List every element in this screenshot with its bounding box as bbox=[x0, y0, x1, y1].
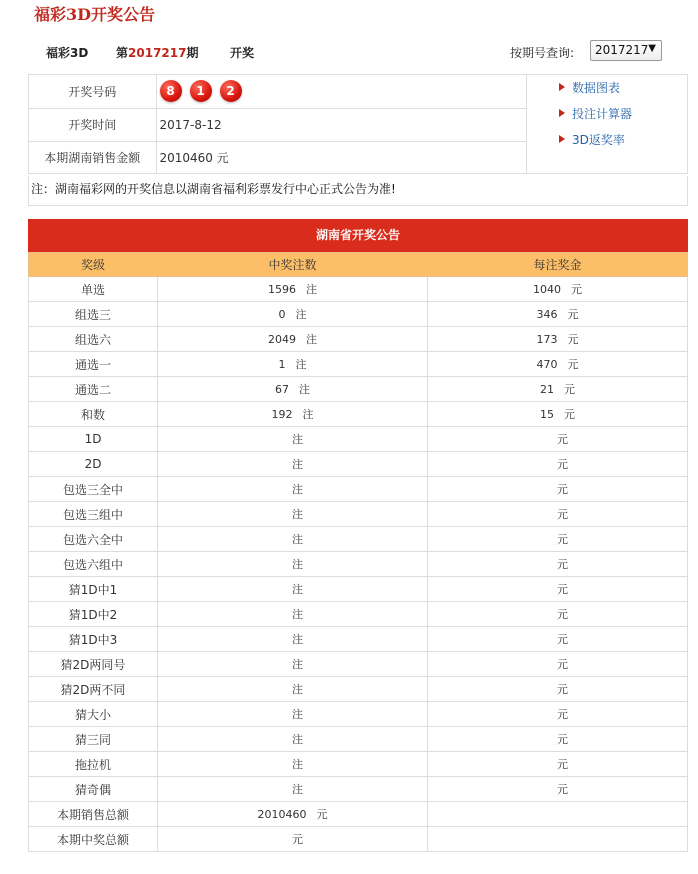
prize-amount: 15 bbox=[540, 408, 554, 421]
count-unit: 注 bbox=[292, 758, 303, 771]
money-unit: 元 bbox=[557, 683, 568, 696]
link-label: 3D返奖率 bbox=[572, 133, 625, 147]
issue-select[interactable] bbox=[590, 40, 662, 61]
column-header-amount: 每注奖金 bbox=[428, 253, 688, 277]
table-row bbox=[29, 752, 688, 777]
money-unit: 元 bbox=[567, 358, 579, 371]
prize-count: 1596 bbox=[268, 283, 296, 296]
prize-amount: 1040 bbox=[533, 283, 561, 296]
count-unit: 注 bbox=[292, 583, 303, 596]
prize-level: 包选六全中 bbox=[29, 527, 158, 552]
prize-level: 和数 bbox=[29, 402, 158, 427]
link-bet-calculator[interactable] bbox=[559, 107, 632, 133]
money-unit: 元 bbox=[557, 608, 568, 621]
prize-table-title: 湖南省开奖公告 bbox=[28, 219, 688, 252]
total-empty-cell bbox=[428, 802, 688, 827]
table-row bbox=[29, 552, 688, 577]
count-unit: 注 bbox=[292, 658, 303, 671]
total-row bbox=[29, 827, 688, 852]
issue-select-value: 2017217 bbox=[595, 43, 649, 57]
sales-unit: 元 bbox=[216, 151, 229, 166]
table-row bbox=[29, 727, 688, 752]
total-value: 2010460 bbox=[257, 808, 307, 821]
prize-amount-cell bbox=[428, 777, 688, 802]
prize-amount-cell bbox=[428, 502, 688, 527]
prize-level: 包选三组中 bbox=[29, 502, 158, 527]
prize-amount: 173 bbox=[536, 333, 558, 346]
money-unit: 元 bbox=[564, 383, 575, 396]
prize-level: 猜1D中3 bbox=[29, 627, 158, 652]
sales-label: 本期湖南销售金额 bbox=[29, 141, 156, 174]
prize-count-cell bbox=[158, 402, 428, 427]
draw-info-table bbox=[29, 75, 527, 174]
prize-count-cell bbox=[158, 327, 428, 352]
prize-amount-cell bbox=[428, 527, 688, 552]
prize-amount: 346 bbox=[536, 308, 558, 321]
money-unit: 元 bbox=[564, 408, 575, 421]
prize-count-cell bbox=[158, 777, 428, 802]
count-unit: 注 bbox=[292, 683, 303, 696]
prize-level: 2D bbox=[29, 452, 158, 477]
count-unit: 注 bbox=[292, 783, 303, 796]
prize-count-cell bbox=[158, 727, 428, 752]
table-row bbox=[29, 502, 688, 527]
prize-count-cell bbox=[158, 352, 428, 377]
count-unit: 注 bbox=[295, 308, 307, 321]
table-row bbox=[29, 677, 688, 702]
prize-amount-cell bbox=[428, 327, 688, 352]
issue-number: 2017217 bbox=[128, 46, 187, 60]
prize-level: 通选一 bbox=[29, 352, 158, 377]
chevron-down-icon: ▼ bbox=[648, 43, 656, 54]
money-unit: 元 bbox=[557, 733, 568, 746]
count-unit: 注 bbox=[292, 633, 303, 646]
prize-level: 猜2D两不同 bbox=[29, 677, 158, 702]
prize-count: 0 bbox=[278, 308, 286, 321]
prize-count-cell bbox=[158, 302, 428, 327]
total-value-cell bbox=[158, 827, 428, 852]
money-unit: 元 bbox=[557, 633, 568, 646]
prize-count-cell bbox=[158, 752, 428, 777]
prize-count-cell bbox=[158, 627, 428, 652]
count-unit: 注 bbox=[306, 283, 317, 296]
table-row bbox=[29, 627, 688, 652]
prize-level: 单选 bbox=[29, 277, 158, 302]
prize-count-cell bbox=[158, 677, 428, 702]
draw-time-label: 开奖时间 bbox=[29, 108, 156, 141]
prize-count-cell bbox=[158, 427, 428, 452]
total-label: 本期销售总额 bbox=[29, 802, 158, 827]
table-row bbox=[29, 777, 688, 802]
table-row bbox=[29, 452, 688, 477]
table-row bbox=[29, 427, 688, 452]
money-unit: 元 bbox=[557, 658, 568, 671]
prize-amount-cell bbox=[428, 352, 688, 377]
table-row bbox=[29, 327, 688, 352]
prize-count: 1 bbox=[278, 358, 286, 371]
money-unit: 元 bbox=[557, 558, 568, 571]
prize-level: 1D bbox=[29, 427, 158, 452]
query-label: 按期号查询: bbox=[510, 46, 575, 60]
count-unit: 注 bbox=[292, 508, 303, 521]
prize-count-cell bbox=[158, 377, 428, 402]
prize-amount-cell bbox=[428, 477, 688, 502]
prize-count-cell bbox=[158, 652, 428, 677]
table-row bbox=[29, 302, 688, 327]
issue-suffix: 期 bbox=[186, 46, 199, 60]
triangle-right-icon bbox=[559, 109, 565, 117]
count-unit: 注 bbox=[292, 558, 303, 571]
prize-amount: 470 bbox=[536, 358, 558, 371]
prize-count: 192 bbox=[271, 408, 293, 421]
prize-amount-cell bbox=[428, 727, 688, 752]
money-unit: 元 bbox=[557, 583, 568, 596]
prize-level: 猜1D中2 bbox=[29, 602, 158, 627]
count-unit: 注 bbox=[292, 708, 303, 721]
sales-value bbox=[156, 141, 527, 174]
prize-amount-cell bbox=[428, 602, 688, 627]
prize-level: 通选二 bbox=[29, 377, 158, 402]
count-unit: 注 bbox=[292, 458, 303, 471]
total-empty-cell bbox=[428, 827, 688, 852]
prize-level: 猜2D两同号 bbox=[29, 652, 158, 677]
count-unit: 注 bbox=[295, 358, 307, 371]
ball: 1 bbox=[190, 80, 212, 102]
prize-count-cell bbox=[158, 552, 428, 577]
prize-amount-cell bbox=[428, 627, 688, 652]
money-unit: 元 bbox=[316, 808, 328, 821]
money-unit: 元 bbox=[557, 758, 568, 771]
money-unit: 元 bbox=[567, 308, 579, 321]
money-unit: 元 bbox=[557, 458, 568, 471]
total-value-cell bbox=[158, 802, 428, 827]
winning-number-label: 开奖号码 bbox=[29, 75, 156, 108]
prize-amount-cell bbox=[428, 452, 688, 477]
prize-level: 猜1D中1 bbox=[29, 577, 158, 602]
draw-time-value: 2017-8-12 bbox=[156, 108, 527, 141]
quick-links bbox=[559, 81, 632, 159]
table-row bbox=[29, 377, 688, 402]
prize-count-cell bbox=[158, 452, 428, 477]
issue-label bbox=[116, 44, 198, 61]
table-row bbox=[29, 652, 688, 677]
prize-count-cell bbox=[158, 577, 428, 602]
draw-label: 开奖 bbox=[230, 46, 255, 60]
count-unit: 注 bbox=[306, 333, 317, 346]
link-data-chart[interactable] bbox=[559, 81, 632, 107]
table-row bbox=[29, 477, 688, 502]
sales-amount: 2010460 bbox=[159, 151, 213, 166]
prize-level: 包选三全中 bbox=[29, 477, 158, 502]
prize-amount-cell bbox=[428, 577, 688, 602]
count-unit: 注 bbox=[292, 733, 303, 746]
money-unit: 元 bbox=[557, 708, 568, 721]
issue-prefix: 第 bbox=[116, 46, 129, 60]
money-unit: 元 bbox=[557, 508, 568, 521]
prize-amount-cell bbox=[428, 427, 688, 452]
prize-level: 猜奇偶 bbox=[29, 777, 158, 802]
prize-count: 67 bbox=[275, 383, 289, 396]
disclaimer-note: 注：湖南福彩网的开奖信息以湖南省福利彩票发行中心正式公告为准! bbox=[28, 176, 688, 206]
money-unit: 元 bbox=[557, 533, 568, 546]
prize-amount-cell bbox=[428, 277, 688, 302]
table-row bbox=[29, 277, 688, 302]
prize-amount-cell bbox=[428, 302, 688, 327]
total-row bbox=[29, 802, 688, 827]
prize-level: 包选六组中 bbox=[29, 552, 158, 577]
money-unit: 元 bbox=[557, 433, 568, 446]
prize-level: 猜三同 bbox=[29, 727, 158, 752]
prize-count: 2049 bbox=[268, 333, 296, 346]
count-unit: 注 bbox=[292, 483, 303, 496]
prize-amount-cell bbox=[428, 677, 688, 702]
prize-table bbox=[28, 252, 688, 852]
prize-level: 组选六 bbox=[29, 327, 158, 352]
table-row bbox=[29, 402, 688, 427]
count-unit: 注 bbox=[299, 383, 310, 396]
triangle-right-icon bbox=[559, 83, 565, 91]
triangle-right-icon bbox=[559, 135, 565, 143]
page-title: 福彩3D开奖公告 bbox=[34, 5, 156, 24]
prize-level: 拖拉机 bbox=[29, 752, 158, 777]
table-row bbox=[29, 352, 688, 377]
prize-amount-cell bbox=[428, 402, 688, 427]
column-header-count: 中奖注数 bbox=[158, 253, 428, 277]
prize-count-cell bbox=[158, 477, 428, 502]
column-header-level: 奖级 bbox=[29, 253, 158, 277]
prize-table-body bbox=[29, 277, 688, 852]
table-row bbox=[29, 527, 688, 552]
divider bbox=[526, 75, 527, 173]
money-unit: 元 bbox=[292, 833, 303, 846]
table-row bbox=[29, 602, 688, 627]
prize-count-cell bbox=[158, 602, 428, 627]
prize-announcement bbox=[28, 219, 688, 852]
issue-header bbox=[28, 32, 688, 72]
prize-amount-cell bbox=[428, 702, 688, 727]
draw-info-panel bbox=[28, 74, 688, 174]
prize-amount-cell bbox=[428, 377, 688, 402]
money-unit: 元 bbox=[571, 283, 582, 296]
money-unit: 元 bbox=[557, 783, 568, 796]
table-row bbox=[29, 577, 688, 602]
money-unit: 元 bbox=[557, 483, 568, 496]
ball: 8 bbox=[160, 80, 182, 102]
winning-balls bbox=[156, 75, 527, 108]
game-name: 福彩3D bbox=[46, 46, 89, 60]
count-unit: 注 bbox=[292, 533, 303, 546]
count-unit: 注 bbox=[292, 433, 303, 446]
prize-level: 猜大小 bbox=[29, 702, 158, 727]
prize-amount-cell bbox=[428, 752, 688, 777]
count-unit: 注 bbox=[302, 408, 314, 421]
prize-amount-cell bbox=[428, 552, 688, 577]
count-unit: 注 bbox=[292, 608, 303, 621]
link-label: 投注计算器 bbox=[572, 107, 633, 121]
prize-amount-cell bbox=[428, 652, 688, 677]
prize-count-cell bbox=[158, 702, 428, 727]
prize-level: 组选三 bbox=[29, 302, 158, 327]
total-label: 本期中奖总额 bbox=[29, 827, 158, 852]
prize-amount: 21 bbox=[540, 383, 554, 396]
money-unit: 元 bbox=[567, 333, 579, 346]
link-return-rate[interactable] bbox=[559, 133, 632, 159]
table-row bbox=[29, 702, 688, 727]
link-label: 数据图表 bbox=[572, 81, 621, 95]
prize-count-cell bbox=[158, 527, 428, 552]
prize-count-cell bbox=[158, 277, 428, 302]
ball: 2 bbox=[220, 80, 242, 102]
prize-count-cell bbox=[158, 502, 428, 527]
